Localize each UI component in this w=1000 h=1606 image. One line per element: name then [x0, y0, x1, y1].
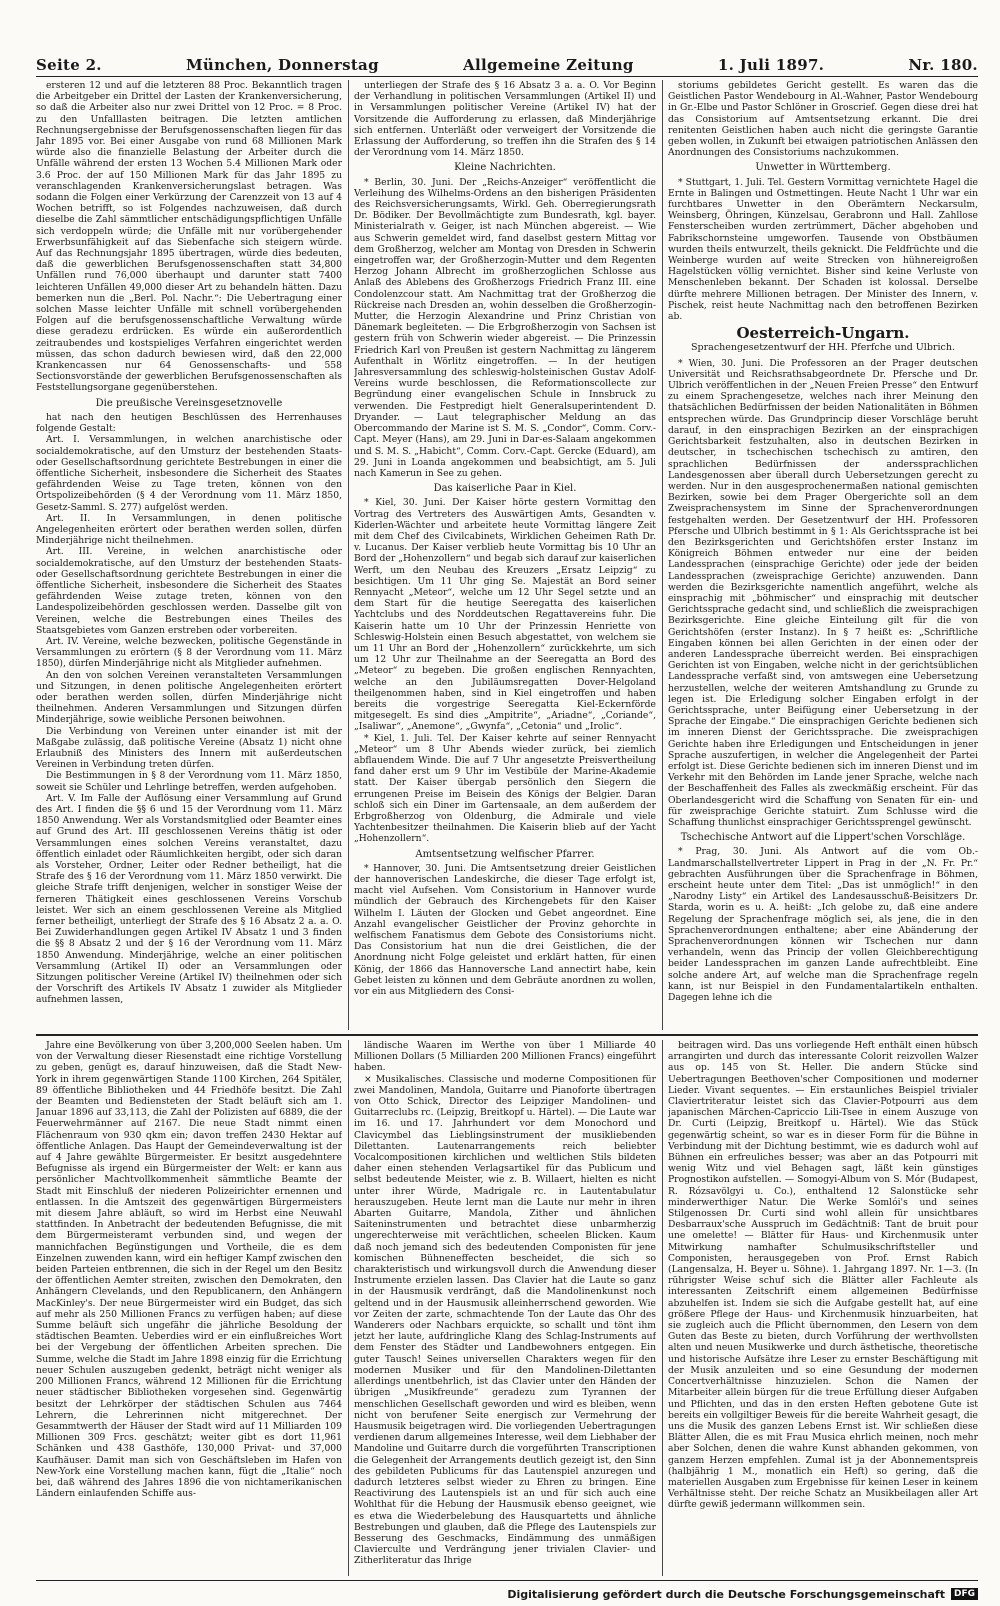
paragraph: * Kiel, 30. Juni. Der Kaiser hörte gestern Vormittag den Vortrag des Vertreters des Auswärtigen Amts, Gesandten v. Kiderlen-Wächter und arbeitete heute Vormittag längere Zeit mit dem Chef des Civilcabinets, Wirklichen Geheimen Rath Dr. v. Lucanus. Der Kaiser verblieb heute Vormittag bis 10 Uhr an Bord der „Hohenzollern“ und begab sich darauf zur kaiserlichen Werft, um den Neubau des Kreuzers „Ersatz Leipzig“ zu besichtigen. Um 11 Uhr ging Se. Majestät an Bord seiner Rennyacht „Meteor“, welche um 12 Uhr Segel setzte und an dem Start für die heutige Seeregatta des kaiserlichen Yachtclubs und des Norddeutschen Regattavereins fuhr. Die Kaiserin hatte um 10 Uhr der Prinzessin Henriette von Schleswig-Holstein einen Besuch abgestattet, von welchem sie um 11 Uhr an Bord der „Hohenzollern“ zurückkehrte, um sich um 12 Uhr zur Theilnahme an der Seeregatta an Bord des „Meteor“ zu begeben. Die großen englischen Rennyachten, welche an den Jubiläumsregatten Dover-Helgoland theilgenommen haben, sind in Kiel eingetroffen und haben bereits die vorgestrige Seeregatta Kiel-Eckernförde mitgesegelt. Es sind dies „Ampitrite“, „Ariadne“, „Coriande“, „Isaliwar“, „Anemone“, „Gwynfa“, „Cetonia“ und „Irolic“.	[354, 497, 656, 733]
paragraph: storiums gebildetes Gericht gestellt. Es waren das die Geistlichen Pastor Wendebourg in Al.-Wahner, Pastor Wendebourg in Gr.-Elbe und Pastor Schlöner in Groscrief. Gegen diese drei hat das Consistorium auf Amtsentsetzung erkannt. Die drei renitenten Geistlichen haben auch nicht die geringste Garantie geben wollen, in Zukunft bei etwaigen patriotischen Anlässen den Anordnungen des Consistoriums nachzukommen.	[668, 80, 978, 159]
paragraph: ländische Waaren im Werthe von über 1 Milliarde 40 Millionen Dollars (5 Milliarden 200 Millionen Francs) eingeführt haben.	[354, 1040, 656, 1074]
subheading: Sprachengesetzentwurf der HH. Pferfche und Ulbrich.	[691, 342, 955, 354]
column-divider	[348, 80, 349, 1030]
section-heading: Amtsentsetzung welfischer Pfarrer.	[415, 848, 595, 860]
paragraph: * Berlin, 30. Juni. Der „Reichs-Anzeiger“ veröffentlicht die Verleihung des Wilhelms-Ordens an den bisherigen Präsidenten des Reichsversicherungsamts, Wirkl. Geh. Oberregierungsrath Dr. Bödiker. Der Bevollmächtigte zum Bundesrath, kgl. bayer. Ministerialrath v. Geiger, ist nach München abgereist. — Wie aus Schwerin gemeldet wird, fand daselbst gestern Mittag vor dem Großherzog, welcher am Montag von Dresden in Schwerin eingetroffen war, der Großherzogin-Mutter und dem Regenten Herzog Johann Albrecht im großherzoglichen Schlosse aus Anlaß des Ablebens des Großherzogs Friedrich Franz III. eine Condolenzcour statt. Am Nachmittag trat der Großherzog die Rückreise nach Dresden an, wohin desselben die Großherzogin-Mutter, die Herzogin Alexandrine und Prinz Christian von Dänemark begleiteten. — Die Erbgroßherzogin von Sachsen ist gestern früh von Schwerin wieder abgereist. — Die Prinzessin Friedrich Karl von Preußen ist gestern Nachmittag zu längerem Aufenthalt in Wörlitz eingetroffen. — In der heutigen Jahresversammlung des schleswig-holsteinischen Gustav Adolf-Vereins wurde beschlossen, die Reformationscollecte zur Begründung einer evangelischen Schule in Innsbruck zu verwenden. Die Festpredigt hielt Generalsuperintendent D. Dryander. — Laut telegraphischer Meldung an das Obercommando der Marine ist S. M. S. „Condor“, Comm. Corv.-Capt. Meyer (Hans), am 29. Juni in Dar-es-Salaam angekommen und S. M. S. „Habicht“, Comm. Corv.-Capt. Gercke (Eduard), am 29. Juni in Loanda angekommen und beabsichtigt, am 5. Juli nach Kamerun in See zu gehen.	[354, 176, 656, 479]
section-heading: Das kaiserliche Paar in Kiel.	[433, 483, 577, 495]
column-divider	[662, 1040, 663, 1576]
column-divider	[348, 1040, 349, 1576]
paragraph: Jahre eine Bevölkerung von über 3,200,000 Seelen haben. Um von der Verwaltung dieser Riesenstadt eine richtige Vorstellung zu geben, genügt es, darauf hinzuweisen, daß die Stadt New-York in ihrem gegenwärtigen Stande 1100 Kirchen, 264 Spitäler, 89 öffentliche Bibliotheken und 44 Friedhöfe besitzt. Die Zahl der Beamten und Bediensteten der Stadt beläuft sich am 1. Januar 1896 auf 33,113, die Zahl der Polizisten auf 6889, die der Feuerwehrmänner auf 2167. Die neue Stadt nimmt einen Flächenraum von 930 qkm ein; davon treffen 2430 Hektar auf öffentliche Anlagen. Das Haupt der Gemeindeverwaltung ist der auf 4 Jahre gewählte Bürgermeister. Er besitzt ausgedehntere Befugnisse als irgend ein Bürgermeister der Welt: er kann aus persönlicher Machtvollkommenheit sämmtliche Beamte der Stadt mit Einschluß der niederen Polizeirichter ernennen und entlassen. In die Amtszeit des gegenwärtigen Bürgermeisters mit diesem Jahre abläuft, so wird im Herbst eine Neuwahl stattfinden. In Anbetracht der bedeutenden Befugnisse, die mit dem Bürgermeisteramt verbunden sind, und wegen der mannichfachen Begünstigungen und Vortheile, die es dem Einzelnen zuwenden kann, wird ein heftiger Kampf zwischen den beiden Parteien entbrennen, die sich in der Regel um den Besitz der öffentlichen Aemter streiten, zwischen den Demokraten, den Anhängern Clevelands, und den Republicanern, den Anhängern MacKinley's. Der neue Bürgermeister wird ein Budget, das sich auf mehr als 250 Millionen Francs zu verfügen haben; auf diese Summe beläuft sich ungefähr die jährliche Besoldung der städtischen Beamten. Ueberdies wird er ein einflußreiches Wort bei der Vergebung der öffentlichen Arbeiten sprechen. Die Summe, welche die Stadt im Jahre 1898 einzig für die Errichtung neuer Schulen auszugeben gedenkt, beträgt nicht weniger als 200 Millionen Francs, während 12 Millionen für die Errichtung neuer städtischer Bibliotheken vorgesehen sind. Gegenwärtig besitzt der Lehrkörper der städtischen Schulen aus 7464 Lehrern, die Lehrerinnen nicht mitgerechnet. Der Gesammtwerth der Häuser der Stadt wird auf 11 Milliarden 109 Millionen 309 Frcs. geschätzt; weiter gibt es dort 11,961 Schänken und 438 Gasthöfe, 130,000 Privat- und 37,000 Kaufhäuser. Damit man sich von Geschäftsleben im Hafen von New-York eine Vorstellung machen kann, fügt die „Italie“ noch bei, daß während des Jahres 1896 die von nichtamerikanischen Ländern einlaufenden Schiffe aus-	[36, 1040, 342, 1500]
paragraph: hat nach den heutigen Beschlüssen des Herrenhauses folgende Gestalt:	[36, 411, 342, 435]
feuilleton-column-1	[36, 1040, 342, 1578]
feuilleton-column-2	[354, 1040, 656, 1578]
paragraph: Art. IV. Vereine, welche bezwecken, politische Gegenstände in Versammlungen zu erörtern (§ 8 der Verordnung vom 11. März 1850), dürfen Minderjährige nicht als Mitglieder aufnehmen.	[36, 635, 342, 670]
header-rule	[36, 76, 978, 77]
paragraph: * Prag, 30. Juni. Als Antwort auf die vom Ob.-Landmarschallstellvertreter Lippert in Prag in der „N. Fr. Pr.“ gebrachten Ausführungen über die Sprachenfrage in Böhmen, erscheint heute unter dem Titel: „Das ist unmöglich!“ in den „Narodny Listy“ ein Artikel des Landesausschuß-Beisitzers Dr. Starda, worin es u. A. heißt: „Ich gelobe zu, daß eine andere Regelung der Sprachenfrage möglich sei, als jene, die in den Sprachenverordnungen enthaltene; aber eine Abänderung der Sprachenverordnungen können wir Tschechen nur dann verhandeln, wenn das Princip der vollen Gleichberechtigung beider Landessprachen im ganzen Lande aufrechtbleibt. Eine solche andere Art, auf welche man die Sprachenfrage regeln kann, ist nur Beispiel in den Fundamentalartikeln enthalten. Dagegen lehne ich die	[668, 846, 978, 1004]
article-column-2	[354, 80, 656, 1032]
masthead	[36, 52, 978, 74]
place-date: München, Donnerstag	[185, 56, 379, 74]
page-number: Seite 2.	[36, 56, 102, 74]
paragraph: * Wien, 30. Juni. Die Professoren an der Prager deutschen Universität und Reichsrathsabgeordnete Dr. Pfersche und Dr. Ulbrich veröffentlichen in der „Neuen Freien Presse“ den Entwurf zu einem Sprachengesetze, welches nach ihrer Meinung den thatsächlichen Bedürfnissen der beiden Nationalitäten in Böhmen entsprechen würde. Das Grundprincip dieser Vorschläge beruht darauf, in den einsprachigen Bezirken an der einsprachigen Gerichtsbarkeit festzuhalten, also in deutschen Bezirken in deutscher, in tschechischen tschechisch zu amtiren, den sprachlichen Bedürfnissen der anderssprachlichen Landesgenossen aber überall durch Uebersetzungen gerecht zu werden. Nur in den ausgesprochenermaßen national gemischten Bezirken, sowie bei dem Prager Obergerichte soll an dem Zweisprachensystem im Sinne der Sprachenverordnungen festgehalten werden. Der Gesetzentwurf der HH. Professoren Pfersche und Ulbrich bestimmt in § 1: Als Gerichtssprache ist bei den Bezirksgerichten und Gerichtshöfen erster Instanz im Königreich Böhmen entweder nur eine der beiden Landessprachen (einsprachige Gerichte) oder jede der beiden Landessprachen (zweisprachige Gerichte) anzuwenden. Dann werden die Bezirksgerichte namentlich angeführt, welche als einsprachig mit „böhmischer“ und einsprachig mit deutscher Gerichtssprache gedacht sind, und schließlich die zweisprachigen Bezirksgerichte. Eine gleiche Einteilung gilt für die von Gerichtshöfen (erster Instanz). In § 7 heißt es: „Schriftliche Eingaben können bei allen Gerichten in der einen oder der anderen Landessprache überreicht werden. Bei einsprachigen Gerichten ist von Eingaben, welche nicht in der gerichtsüblichen Landessprache verfaßt sind, von amtswegen eine Uebersetzung herzustellen, welche der weiteren Amtshandlung zu Grunde zu legen ist. Die Erledigung solcher Eingaben erfolgt in der Gerichtssprache, unter Beifügung einer Uebersetzung in der Sprache der Eingabe.“ Die einsprachigen Gerichte bedienen sich im inneren Dienst der Gerichtssprache. Die zweisprachigen Gerichte haben ihre Erledigungen und Entscheidungen in jener Sprache auszufertigen, in welcher die Angelegenheit der Partei erfolgt ist. Diese Gerichte bedienen sich im inneren Dienst und im Verkehr mit den Behörden im Lande jener Sprache, welche nach der Beschaffenheit des Falles als zweckmäßig erscheint. Für das Oberlandesgericht wird die Schaffung von Senaten für ein- und für zweisprachige Gerichte statuirt. Zum Schlusse wird die Schaffung thunlichst einsprachiger Gerichtssprengel gewünscht.	[668, 357, 978, 828]
country-heading: Oesterreich-Ungarn.	[736, 324, 910, 343]
newspaper-title: Allgemeine Zeitung	[463, 56, 634, 74]
article-column-3	[668, 80, 978, 1032]
paragraph: * Kiel, 1. Juli. Tel. Der Kaiser kehrte auf seiner Rennyacht „Meteor“ um 8 Uhr Abends wieder zurück, bei ziemlich abflauendem Winde. Die auf 7 Uhr angesetzte Preisvertheilung fand daher erst um 9 Uhr im Vestibüle der Marine-Akademie statt. Der Kaiser übergab persönlich den Siegern die errungenen Preise im Beisein des Königs der Belgier. Daran schloß sich ein Diner im Gartensaale, an dem außerdem der Erbgroßherzog von Oldenburg, die Admirale und viele Yachtenbesitzer theilnahmen. Die Kaiserin blieb auf der Yacht „Hohenzollern“.	[354, 732, 656, 845]
section-heading: Unwetter in Württemberg.	[755, 162, 891, 174]
section-heading: Die preußische Vereinsgesetznovelle	[95, 397, 283, 409]
dfg-logo: DFG	[951, 1588, 978, 1600]
paragraph: unterliegen der Strafe des § 16 Absatz 3 a. a. O. Vor Beginn der Verhandlung in politischen Versammlungen (Artikel II) und in Versammlungen politischer Vereine (Artikel IV) hat der Vorsitzende die Aufforderung zu erlassen, daß Minderjährige sich entfernen. Unterläßt oder verweigert der Vorsitzende die Erlassung der Aufforderung, so treffen ihn die Strafen des § 14 der Verordnung vom 14. März 1850.	[354, 80, 656, 159]
paragraph: * Hannover, 30. Juni. Die Amtsentsetzung dreier Geistlichen der hannoverischen Landeskirche, die dieser Tage erfolgt ist, macht viel Aufsehen. Vom Consistorium in Hannover wurde mündlich der Gebrauch des Kirchengebets für den Kaiser Wilhelm I. Läuten der Glocken und Gebet angeordnet. Eine Anzahl evangelischer Geistlicher der Provinz gehorchte in welfischem Fanatismus dem Gebote des Consistoriums nicht. Das Consistorium hat nun die drei Geistlichen, die der Anordnung nicht Folge geleistet und erklärt hatten, für einen König, der 1866 das Hannoversche Land annectirt habe, kein Gebet leisten zu können und dem Gebräute anordnen zu wollen, vor ein aus Mitgliedern des Consi-	[354, 862, 656, 998]
digitization-credit: Digitalisierung gefördert durch die Deutsche Forschungsgemeinschaft	[507, 1587, 945, 1601]
column-divider	[662, 80, 663, 1030]
paragraph: * Stuttgart, 1. Juli. Tel. Gestern Vormittag vernichtete Hagel die Ernte in Balingen und Ostmettingen. Heute Nacht 1 Uhr war ein furchtbares Unwetter in den Oberämtern Neckarsulm, Weinsberg, Öhringen, Künzelsau, Gerabronn und Hall. Zahllose Fensterscheiben wurden zertrümmert, Dächer abgehoben und Fabrikschornsteine umgeworfen. Tausende von Obstbäumen wurden theils entwurzelt, theils geknickt. Die Feldfrüchte und die Weinberge wurden auf weite Strecken von hühnereigroßen Hagelstücken völlig vernichtet. Bisher sind keine Verluste von Menschenleben bekannt. Der Schaden ist kolossal. Derselbe dürfte mehrere Millionen betragen. Der Minister des Innern, v. Pischek, reist heute Nachmittag nach den betroffenen Bezirken ab.	[668, 176, 978, 323]
paragraph: × Musikalisches. Classische und moderne Compositionen für zwei Mandolinen, Mandola, Guitarre und Pianoforte übertragen von Otto Schick, Director des Leipziger Mandolinen- und Guitarreclubs rc. (Leipzig, Breitkopf u. Härtel). — Die Laute war im 16. und 17. Jahrhundert vor dem Monochord und Clavicymbel das Lieblingsinstrument der musikliebenden Dilettanten. Lautenarrangements reich beliebter Vocalcompositionen kirchlichen und weltlichen Stils bildeten daher einen stehenden Verlagsartikel für das Publicum und selbst bedeutende Meister, wie z. B. Willaert, hielten es nicht unter ihrer Würde, Madrigale rc. in Lautentabulatur herauszugeben. Heute lernt man die Laute nur mehr in ihren Abarten Guitarre, Mandola, Zither und ähnlichen Saiteninstrumenten und betrachtet diese unbarmherzig ungerechterweise mit verächtlichen, scheelen Blicken. Kaum daß noch jemand sich des bedeutenden Componisten für jene komischen Bühneneffecten bescheidet, die sich so charakteristisch und wirkungsvoll durch die Anwendung dieser Instrumente erzielen lassen. Das Clavier hat die Laute so ganz in der Hausmusik verdrängt, daß die Mandolinenkunst noch geltend und in der Hausmusik alleinherrschend geworden. Wie vor Zeiten der zarte, schmachtende Ton der Laute das Ohr des Wanderers oder Nachbars erquickte, so schallt und tönt ihm jetzt her laute, aufdringliche Klang des Schlag-Instruments auf dem Fenster des Städter und Landbewohners entgegen. Ein guter Tausch! Seines universellen Charakters wegen für den modernen Musiker und für den Mandolinen-Dilettanten allerdings unentbehrlich, ist das Clavier unter den Händen der übrigen „Musikfreunde“ geradezu zum Tyrannen der menschlichen Gesellschaft geworden und wird es bleiben, wenn nicht von berufener Seite energisch zur Vermehrung der Hausmusik beigetragen wird. Die vorliegenden Uebertragungen verdienen darum allgemeines Interesse, weil dem Liebhaber der Mandoline und Guitarre durch die vorgeführten Transcriptionen die Gelegenheit der Arrangements deutlich gezeigt ist, den Sinn des gebildeten Publicums für das Lautenspiel anzuregen und dadurch letzteres selbst wieder zu Ehren zu bringen. Eine Reactivirung des Lautenspiels ist an und für sich auch eine Wohlthat für die Hebung der Hausmusik ebenso geeignet, wie es etwa die Wiederbelebung des Hausquartetts und ähnliche Bestrebungen und glauben, daß die Pflege des Lautenspiels zur Besserung des Geschmacks, Eindämmung des unmäßigen Clavierculte und Verdrängung jener trivialen Clavier- und Zitherliteratur das Ihrige	[354, 1073, 656, 1567]
paragraph: Art. I. Versammlungen, in welchen anarchistische oder socialdemokratische, auf den Umsturz der bestehenden Staats- oder Gesellschaftsordnung gerichtete Bestrebungen in einer die öffentliche Sicherheit, insbesondere die Sicherheit des Staates gefährdenden Weise zu Tage treten, können von den Ortspolizeibehörden (§ 4 der Verordnung vom 11. März 1850, Gesetz-Samml. S. 277) aufgelöst werden.	[36, 434, 342, 513]
section-heading: Kleine Nachrichten.	[454, 162, 556, 174]
paragraph: Art. II. In Versammlungen, in denen politische Angelegenheiten erörtert oder berathen werden sollen, dürfen Minderjährige nicht theilnehmen.	[36, 512, 342, 547]
paragraph: An den von solchen Vereinen veranstalteten Versammlungen und Sitzungen, in denen politische Angelegenheiten erörtert oder berathen werden sollen, dürfen Minderjährige nicht theilnehmen. Anderen Versammlungen und Sitzungen dürfen Minderjährige, sowie weibliche Personen beiwohnen.	[36, 669, 342, 726]
issue-number: Nr. 180.	[908, 56, 978, 74]
paragraph: Die Bestimmungen in § 8 der Verordnung vom 11. März 1850, soweit sie Schüler und Lehrlinge betreffen, werden aufgehoben.	[36, 770, 342, 793]
paragraph: ersteren 12 und auf die letzteren 88 Proc. Bekanntlich tragen die Arbeitgeber ein Drittel der Lasten der Krankenversicherung, so daß die Arbeiter also nur zwei Drittel von 12 Proc. = 8 Proc. zu den Unfalllasten beitragen. Die letzten amtlichen Rechnungsergebnisse der Berufsgenossenschaften liegen für das Jahr 1895 vor. Bei einer Ausgabe von rund 68 Millionen Mark würde also die finanzielle Belastung der Arbeiter durch die Unfälle während der ersten 13 Wochen 5.4 Millionen Mark oder 3.6 Proc. der auf 150 Millionen Mark für das Jahr 1895 zu veranschlagenden Krankenversicherungslast betragen. Was sodann die Folgen einer Verkürzung der Carenzzeit von 13 auf 4 Wochen betrifft, so ist Folgendes nachzuweisen, daß durch dieselbe die Zahl sämmtlicher entschädigungspflichtigen Unfälle sich verdoppeln würde; die Unfälle mit nur vorübergehender Erwerbsunfähigkeit auf das Siebenfache sich steigern würde. Auf das Rechnungsjahr 1895 übertragen, würde dies bedeuten, daß die gewerblichen Berufsgenossenschaften statt 34,800 Unfällen rund 76,000 überhaupt und darunter statt 7400 leichteren Unfällen 49,000 dieser Art zu behandeln hätten. Dazu bemerken nun die „Berl. Pol. Nachr.“: Die Uebertragung einer solchen Masse leichter Unfälle mit schnell vorübergehenden Folgen auf die berufsgenossenschaftliche Verwaltung würde diese geradezu erdrücken. Es würde ein außerordentlich zeitraubendes und kostspieliges Verfahren eingerichtet werden müssen, das schon dadurch bewiesen wird, daß den 22,000 Krankencassen nur 64 Genossenschafts- und 558 Sectionsvorstände der gewerblichen Berufsgenossenschaften als Feststellungsorgane gegenüberstehen.	[36, 80, 342, 394]
footer-rule	[36, 1580, 978, 1581]
paragraph: Art. III. Vereine, in welchen anarchistische oder socialdemokratische, auf den Umsturz der bestehenden Staats- oder Gesellschaftsordnung gerichtete Bestrebungen in einer die öffentliche Sicherheit, insbesondere die Sicherheit des Staates gefährdenden Weise zutage treten, können von den Landespolizeibehörden geschlossen werden. Dasselbe gilt von Vereinen, welche die Bestrebungen eines Theiles des Staatsgebietes vom Ganzen erstreben oder vorbereiten.	[36, 546, 342, 636]
issue-date: 1. Juli 1897.	[717, 56, 825, 74]
footer	[507, 1584, 978, 1604]
paragraph: Die Verbindung von Vereinen unter einander ist mit der Maßgabe zulässig, daß politische Vereine (Absatz 1) nicht ohne Erlaubniß des Ministers des Innern mit außerdeutschen Vereinen in Verbindung treten dürfen.	[36, 725, 342, 771]
paragraph: Art. V. Im Falle der Auflösung einer Versammlung auf Grund des Art. I finden die §§ 6 und 15 der Verordnung vom 11. März 1850 Anwendung. Wer als Vorstandsmitglied oder Beamter eines auf Grund des Art. III geschlossenen Vereins thätig ist oder Versammlungen eines solchen Vereins veranstaltet, dazu öffentlich einladet oder Räumlichkeiten hergibt, oder sich daran als Vorsteher, Ordner, Leiter oder Redner betheiligt, hat die Strafe des § 16 der Verordnung vom 11. März 1850 verwirkt. Die gleiche Strafe trifft denjenigen, welcher in sonstiger Weise der ferneren Thätigkeit eines geschlossenen Vereins Vorschub leistet. Wer sich an einem geschlossenen Vereine als Mitglied ferner betheiligt, unterliegt der Strafe des § 16 Absatz 2 a. a. O. Bei Zuwiderhandlungen gegen Artikel IV Absatz 1 und 3 finden die §§ 8 Absatz 2 und der § 16 der Verordnung vom 11. März 1850 Anwendung. Minderjährige, welche an einer politischen Versammlung (Artikel II) oder an Versammlungen oder Sitzungen politischer Vereine (Artikel IV) theilnehmen oder sich der Vorschrift des Artikels IV Absatz 1 zuwider als Mitglieder aufnehmen lassen,	[36, 792, 342, 1006]
paragraph: beitragen wird. Das uns vorliegende Heft enthält einen hübsch arrangirten und durch das interessante Colorit reizvollen Walzer aus op. 145 von St. Heller. Die andern Stücke sind Uebertragungen Beethoven'scher Compositionen und moderner Lieder. Vivant sequentes. — Ein erstaunliches Beispiel trivialer Claviertriteratur leistet sich das Clavier-Potpourri aus dem japanischen Märchen-Capriccio Lili-Tsee in einem Auszuge von Dr. Curti (Leipzig, Breitkopf u. Härtel). Wie das Stück gegenwärtig scheint, so war es in dieser Form für die Bühne in Verbindung mit der Dichtung bestimmt, wie es dadurch wohl auf Bühnen ein erfreuliches besser; was aber an das Potpourri mit wenig Witz und viel Behagen sagt, läßt kein günstiges Prognostikon aufstellen. — Somogyi-Album von S. Mór (Budapest, R. Rózsavölgyi u. Co.), enthaltend 12 Salonstücke sehr minderwerthiger Natur. Die Werke Somlói's und seines Stilgenossen Dr. Curti sind wohl allein für unsichtbares Desbarraux'sche Ausspruch im Gedächtniß: Tant de bruit pour une omelette! — Blätter für Haus- und Kirchenmusik unter Mitwirkung namhafter Schulmusikschriftsteller und Componisten, herausgegeben von Prof. Ernst Rabich (Langensalza, H. Beyer u. Söhne). 1. Jahrgang 1897. Nr. 1—3. (In rührigster Weise schuf sich die Blätter aller Fachleute als interessanten Zeitschrift einem allgemeinen Bedürfnisse abzuhelfen ist. Indem sie sich die Aufgabe gestellt hat, auf eine größere Pflege der Haus- und Kirchenmusik hinzuarbeiten, hat sie zugleich auch die Pflicht übernommen, den Lesern von dem Guten das Beste zu bieten, durch Vorführung der werthvollsten alten und neuen Musikwerke und durch ästhetische, theoretische und historische Aufsätze ihre Leser zu ernster Beschäftigung mit der Musik anzuleiten und so eine Gesundung der modernen Concertverhältnisse hinzuzielen. Schon die Namen der Mitarbeiter allein bürgen für die treue Erfüllung dieser Aufgaben und Pflichten, und das in den ersten Heften gebotene Gute ist bereits ein vollgiltiger Beweis für die bereite Wahrheit gesagt, die uns die Musik des ganzen Lebens Ernst ist. Wir schließen diese Blätter Allen, die es mit Frau Musica ehrlich meinen, noch mehr aber Solchen, denen die wahre Kunst abhanden gekommen, von ganzem Herzen empfehlen. Zumal ist ja der Abonnementspreis (halbjährig 1 M., monatlich ein Heft) so gering, daß die materiellen Ausgaben zum Ergebnisse für keinen Leser in keinem Verhältnisse steht. Der reiche Schatz an Musikbeilagen aller Art dürfte gewiß jedermann willkommen sein.	[668, 1040, 978, 1511]
feuilleton-rule	[36, 1034, 978, 1036]
article-column-1	[36, 80, 342, 1032]
feuilleton-column-3	[668, 1040, 978, 1578]
section-heading: Tschechische Antwort auf die Lippert'schen Vorschläge.	[680, 832, 966, 844]
